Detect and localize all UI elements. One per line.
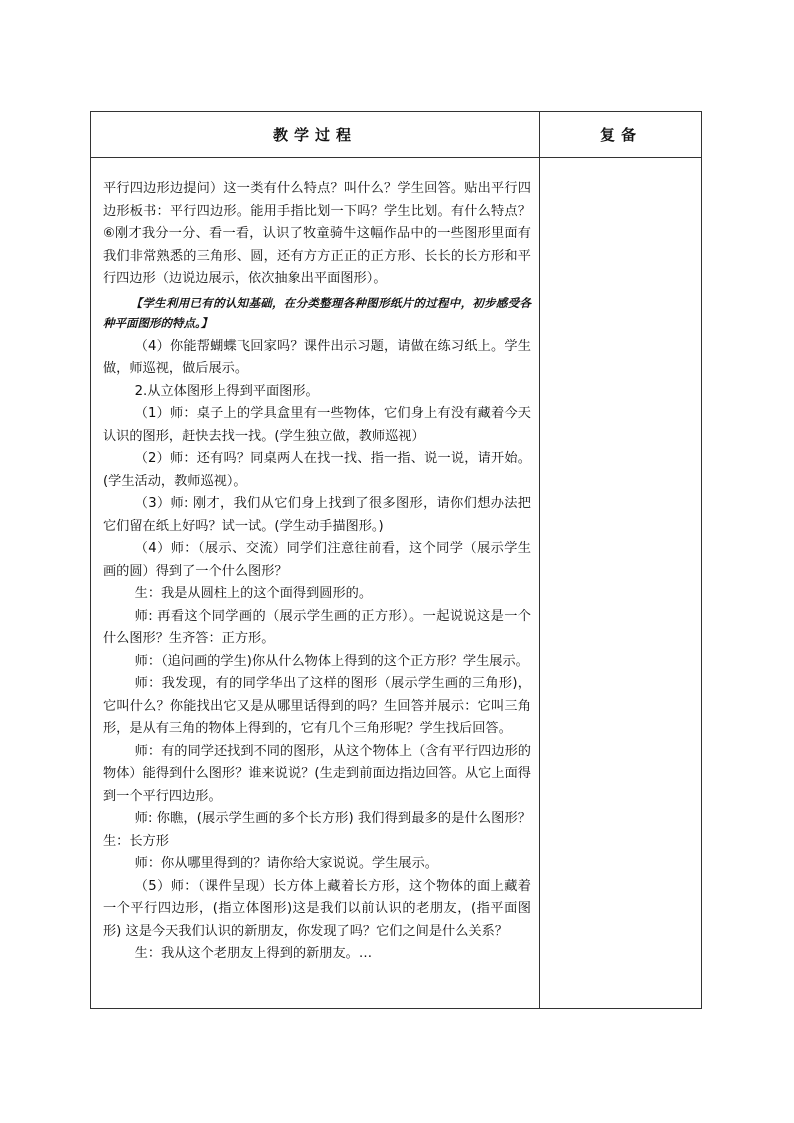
- lesson-table: [90, 111, 702, 1009]
- paragraph: （5）师：（课件呈现）长方体上藏着长方形，这个物体的面上藏着一个平行四边形，(指立体图形)这是我们以前认识的老朋友，(指平面图形) 这是今天我们认识的新朋友，你发现了吗？它们之间是什么关系？: [103, 878, 531, 939]
- lesson-content: [103, 178, 531, 966]
- paragraph: （2）师：还有吗？同桌两人在找一找、指一指、说一说，请开始。(学生活动，教师巡视）。: [103, 451, 531, 489]
- header-review: 复备: [599, 126, 642, 144]
- header-teaching-process: 教学过程: [272, 126, 357, 144]
- paragraph: （3）师: 刚才，我们从它们身上找到了很多图形，请你们想办法把它们留在纸上好吗？试一试。(学生动手描图形。): [103, 496, 531, 534]
- paragraph: （4）师：（展示、交流）同学们注意往前看，这个同学（展示学生画的圆）得到了一个什么图形？: [103, 541, 531, 579]
- paragraph: 师：有的同学还找到不同的图形，从这个物体上（含有平行四边形的物体）能得到什么图形？谁来说说？(生走到前面边指边回答。从它上面得到一个平行四边形。: [103, 743, 531, 804]
- design-note: 【学生利用已有的认知基础，在分类整理各种图形纸片的过程中，初步感受各种平面图形的特点。】: [103, 295, 531, 330]
- paragraph: 生：我是从圆柱上的这个面得到圆形的。: [134, 586, 373, 601]
- section-heading: 2.从立体图形上得到平面图形。: [134, 383, 319, 399]
- paragraph: （1）师：桌子上的学具盒里有一些物体，它们身上有没有藏着今天认识的图形，赶快去找一找。(学生独立做，教师巡视）: [103, 406, 531, 444]
- paragraph: 师: 你瞧，(展示学生画的多个长方形) 我们得到最多的是什么图形？生：长方形: [103, 811, 531, 849]
- paragraph: 师: 再看这个同学画的（展示学生画的正方形）。一起说说这是一个什么图形？生齐答：正方形。: [103, 608, 531, 646]
- paragraph: 师：你从哪里得到的？请你给大家说说。学生展示。: [134, 856, 438, 871]
- paragraph: 师：（追问画的学生)你从什么物体上得到的这个正方形？学生展示。: [134, 653, 529, 669]
- paragraph: 生：我从这个老朋友上得到的新朋友。…: [134, 946, 373, 961]
- paragraph: 平行四边形边提问）这一类有什么特点？叫什么？学生回答。贴出平行四边形板书：平行四边形。能用手指比划一下吗？学生比划。有什么特点？⑥刚才我分一分、看一看，认识了牧童骑牛这幅作品中的一些图形里面有我们非常熟悉的三角形、圆，还有方方正正的正方形、长长的长方形和平行四边形（边说边展示，依次抽象出平面图形）。: [103, 181, 531, 286]
- column-divider: [539, 112, 540, 1008]
- header-divider: [91, 157, 701, 158]
- paragraph: （4）你能帮蝴蝶飞回家吗？课件出示习题，请做在练习纸上。学生做，师巡视，做后展示。: [103, 338, 531, 376]
- paragraph: 师：我发现，有的同学华出了这样的图形（展示学生画的三角形)，它叫什么？你能找出它又是从哪里话得到的吗？生回答并展示：它叫三角形，是从有三角的物体上得到的，它有几个三角形呢？学生找后回答。: [103, 676, 531, 736]
